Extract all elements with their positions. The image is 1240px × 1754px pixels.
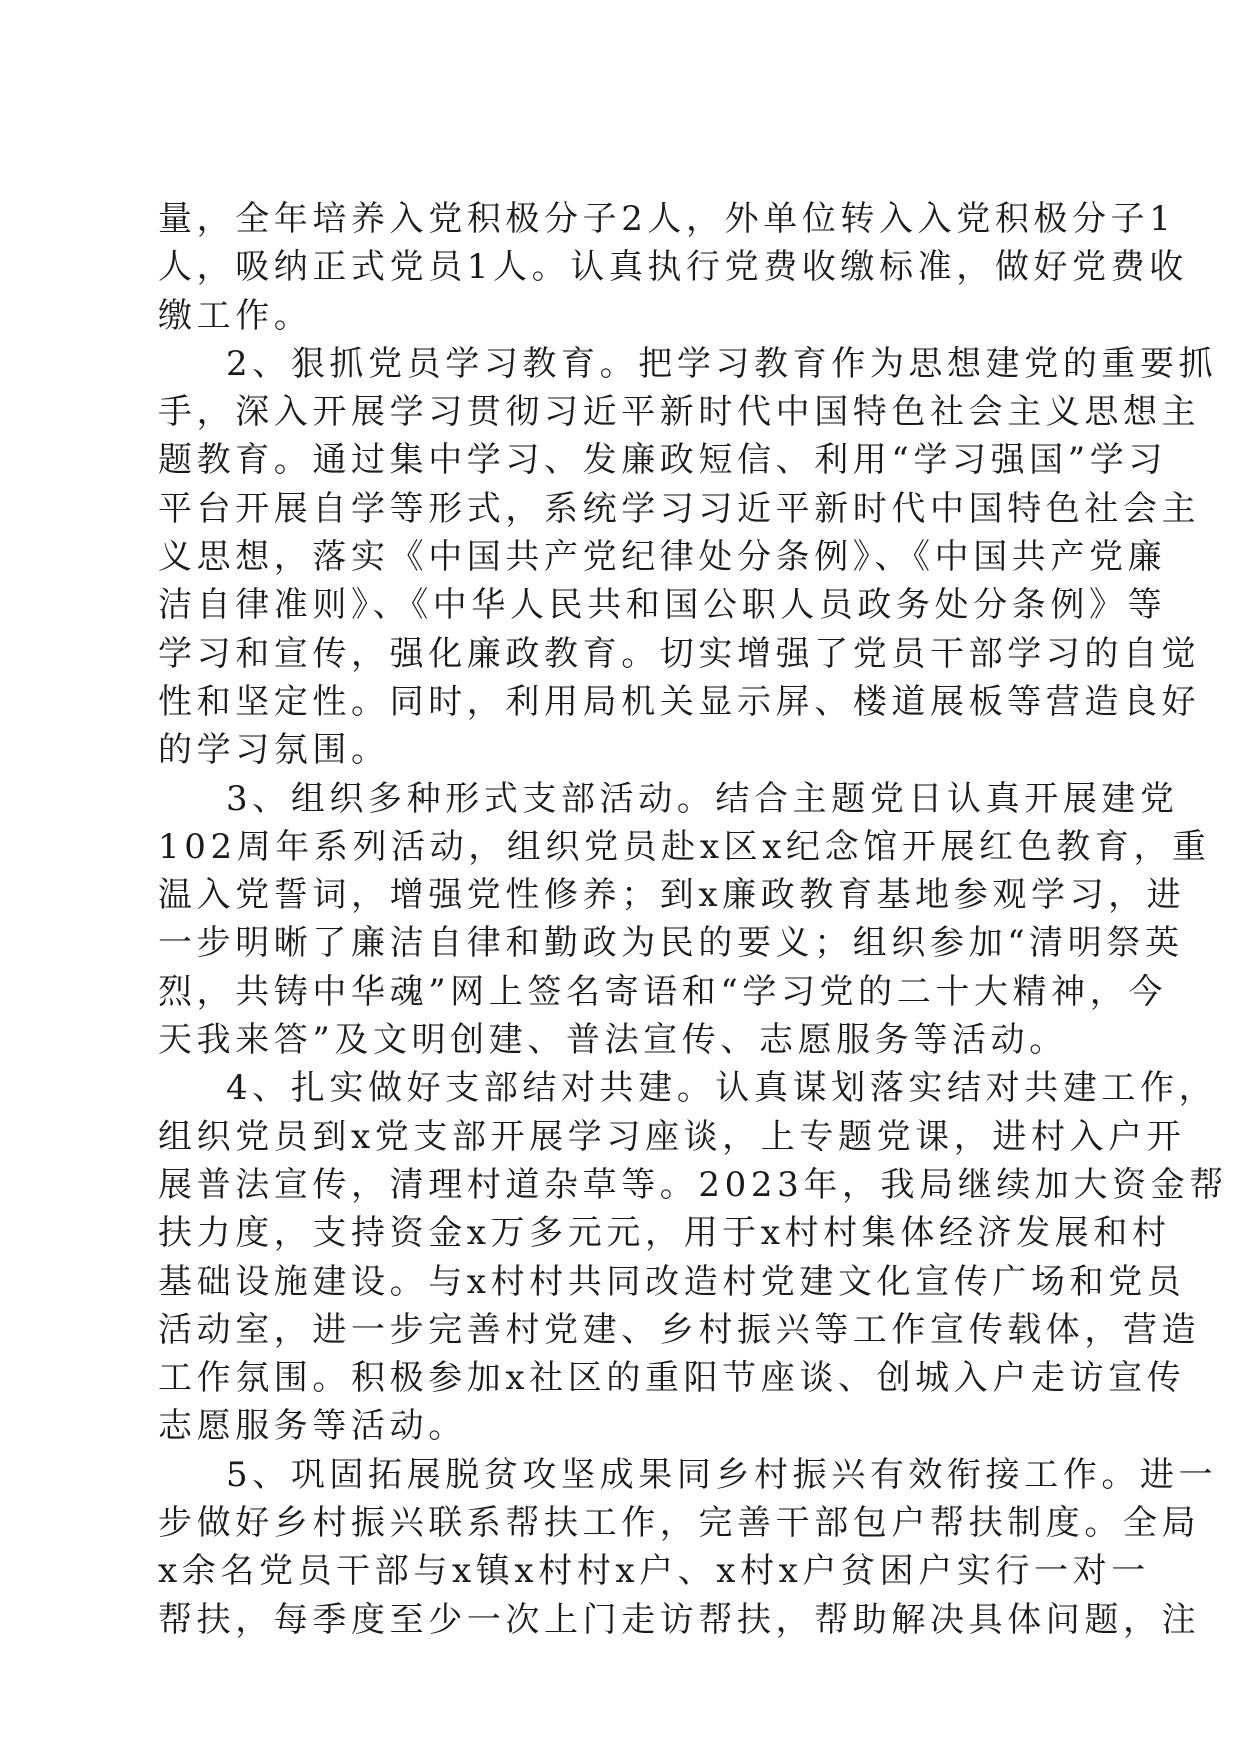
text-line: 4、扎实做好支部结对共建。认真谋划落实结对共建工作，: [226, 1068, 1218, 1109]
paragraph-study-education: [158, 340, 1218, 775]
text-line: 帮扶，每季度至少一次上门走访帮扶，帮助解决具体问题，注: [158, 1599, 1201, 1640]
text-line: 的学习氛围。: [158, 730, 390, 771]
text-line: 天我来答”及文明创建、普法宣传、志愿服务等活动。: [158, 1020, 1068, 1061]
text-line: 洁自律准则》、《中华人民共和国公职人员政务处分条例》等: [158, 585, 1167, 626]
text-line: 量，全年培养入党积极分子2人，外单位转入入党积极分子1: [158, 199, 1176, 239]
text-line: 组织党员到x党支部开展学习座谈，上专题党课，进村入户开: [158, 1116, 1186, 1157]
text-line: 展普法宣传，清理村道杂草等。2023年，我局继续加大资金帮: [158, 1164, 1228, 1205]
text-line: 性和坚定性。同时，利用局机关显示屏、楼道展板等营造良好: [158, 681, 1201, 722]
paragraph-branch-activities: [158, 775, 1211, 1065]
document-page: [158, 195, 1228, 1644]
paragraph-rural-revitalization: [158, 1451, 1218, 1644]
text-line: x余名党员干部与x镇x村村x户、x村x户贫困户实行一对一: [158, 1551, 1150, 1592]
text-line: 学习和宣传，强化廉政教育。切实增强了党员干部学习的自觉: [158, 633, 1201, 674]
text-line: 烈，共铸中华魂”网上签名寄语和“学习党的二十大精神，今: [158, 971, 1167, 1012]
text-line: 人，吸纳正式党员1人。认真执行党费收缴标准，做好党费收: [158, 247, 1188, 288]
text-line: 缴工作。: [158, 295, 313, 336]
text-line: 温入党誓词，增强党性修养；到x廉政教育基地参观学习，进: [158, 875, 1186, 916]
text-line: 活动室，进一步完善村党建、乡村振兴等工作宣传载体，营造: [158, 1309, 1201, 1350]
text-line: 扶力度，支持资金x万多元元，用于x村村集体经济发展和村: [158, 1213, 1171, 1254]
text-line: 5、巩固拓展脱贫攻坚成果同乡村振兴有效衔接工作。进一: [226, 1454, 1218, 1495]
text-line: 义思想，落实《中国共产党纪律处分条例》、《中国共产党廉: [158, 537, 1167, 578]
text-line: 102周年系列活动，组织党员赴x区x纪念馆开展红色教育，重: [158, 826, 1211, 867]
text-line: 2、狠抓党员学习教育。把学习教育作为思想建党的重要抓: [226, 343, 1218, 384]
text-line: 题教育。通过集中学习、发廉政短信、利用“学习强国”学习: [158, 440, 1167, 481]
text-line: 一步明晰了廉洁自律和勤政为民的要义；组织参加“清明祭英: [158, 923, 1184, 964]
paragraph-party-membership: [158, 195, 1188, 340]
text-line: 平台开展自学等形式，系统学习习近平新时代中国特色社会主: [158, 488, 1201, 529]
text-line: 工作氛围。积极参加x社区的重阳节座谈、创城入户走访宣传: [158, 1358, 1186, 1399]
text-line: 步做好乡村振兴联系帮扶工作，完善干部包户帮扶制度。全局: [158, 1503, 1201, 1544]
paragraph-joint-building: [158, 1064, 1228, 1450]
text-line: 3、组织多种形式支部活动。结合主题党日认真开展建党: [226, 778, 1179, 819]
text-line: 手，深入开展学习贯彻习近平新时代中国特色社会主义思想主: [158, 392, 1201, 433]
text-line: 基础设施建设。与x村村共同改造村党建文化宣传广场和党员: [158, 1261, 1186, 1302]
text-line: 志愿服务等活动。: [158, 1406, 467, 1447]
